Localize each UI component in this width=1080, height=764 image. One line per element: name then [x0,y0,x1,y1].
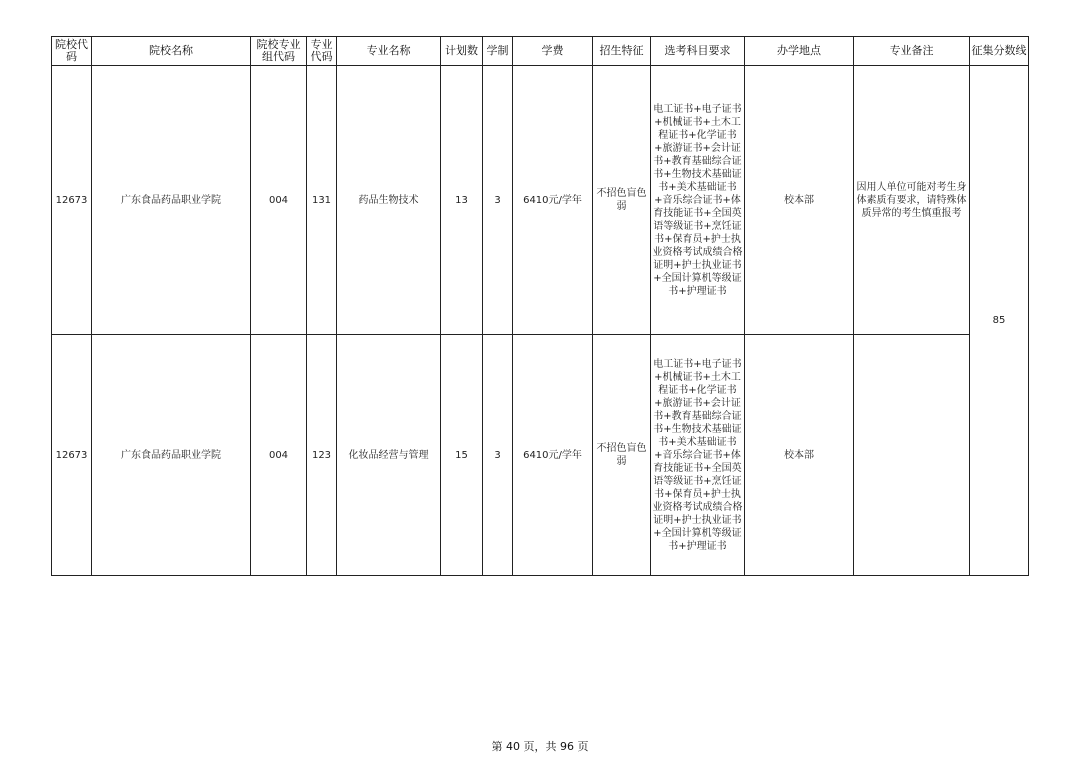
header-school-code: 院校代码 [52,37,92,66]
feature-cell: 不招色盲色弱 [593,335,651,576]
school-name-cell: 广东食品药品职业学院 [92,66,251,335]
header-major-code: 专业代码 [307,37,337,66]
location-cell: 校本部 [745,335,854,576]
header-years: 学制 [483,37,513,66]
header-subjects: 选考科目要求 [651,37,745,66]
fee-cell: 6410元/学年 [513,335,593,576]
remark-cell [854,335,970,576]
page-footer: 第 40 页，共 96 页 [491,740,589,753]
table-row [52,335,1029,576]
header-score-line: 征集分数线 [970,37,1029,66]
fee-cell: 6410元/学年 [513,66,593,335]
major-code-cell: 131 [307,66,337,335]
location-cell: 校本部 [745,66,854,335]
score-line-cell: 85 [970,66,1029,576]
major-name-cell: 化妆品经营与管理 [337,335,441,576]
header-row [52,37,1029,66]
plan-cell: 15 [441,335,483,576]
header-school-name: 院校名称 [92,37,251,66]
years-cell: 3 [483,66,513,335]
school-name-cell: 广东食品药品职业学院 [92,335,251,576]
header-plan: 计划数 [441,37,483,66]
group-code-cell: 004 [251,66,307,335]
group-code-cell: 004 [251,335,307,576]
feature-cell: 不招色盲色弱 [593,66,651,335]
admission-table [51,36,1029,576]
header-fee: 学费 [513,37,593,66]
school-code-cell: 12673 [52,335,92,576]
subjects-cell: 电工证书+电子证书+机械证书+土木工程证书+化学证书+旅游证书+会计证书+教育基础综合证书+生物技术基础证书+美术基础证书+音乐综合证书+体育技能证书+全国英语等级证书+烹饪证书+保育员+护士执业资格考试成绩合格证明+护士执业证书+全国计算机等级证书+护理证书 [651,66,745,335]
plan-cell: 13 [441,66,483,335]
subjects-cell: 电工证书+电子证书+机械证书+土木工程证书+化学证书+旅游证书+会计证书+教育基础综合证书+生物技术基础证书+美术基础证书+音乐综合证书+体育技能证书+全国英语等级证书+烹饪证书+保育员+护士执业资格考试成绩合格证明+护士执业证书+全国计算机等级证书+护理证书 [651,335,745,576]
remark-cell: 因用人单位可能对考生身体素质有要求，请特殊体质异常的考生慎重报考 [854,66,970,335]
major-name-cell: 药品生物技术 [337,66,441,335]
header-major-name: 专业名称 [337,37,441,66]
major-code-cell: 123 [307,335,337,576]
header-remark: 专业备注 [854,37,970,66]
school-code-cell: 12673 [52,66,92,335]
header-location: 办学地点 [745,37,854,66]
years-cell: 3 [483,335,513,576]
header-feature: 招生特征 [593,37,651,66]
table-row [52,66,1029,335]
header-group-code: 院校专业组代码 [251,37,307,66]
